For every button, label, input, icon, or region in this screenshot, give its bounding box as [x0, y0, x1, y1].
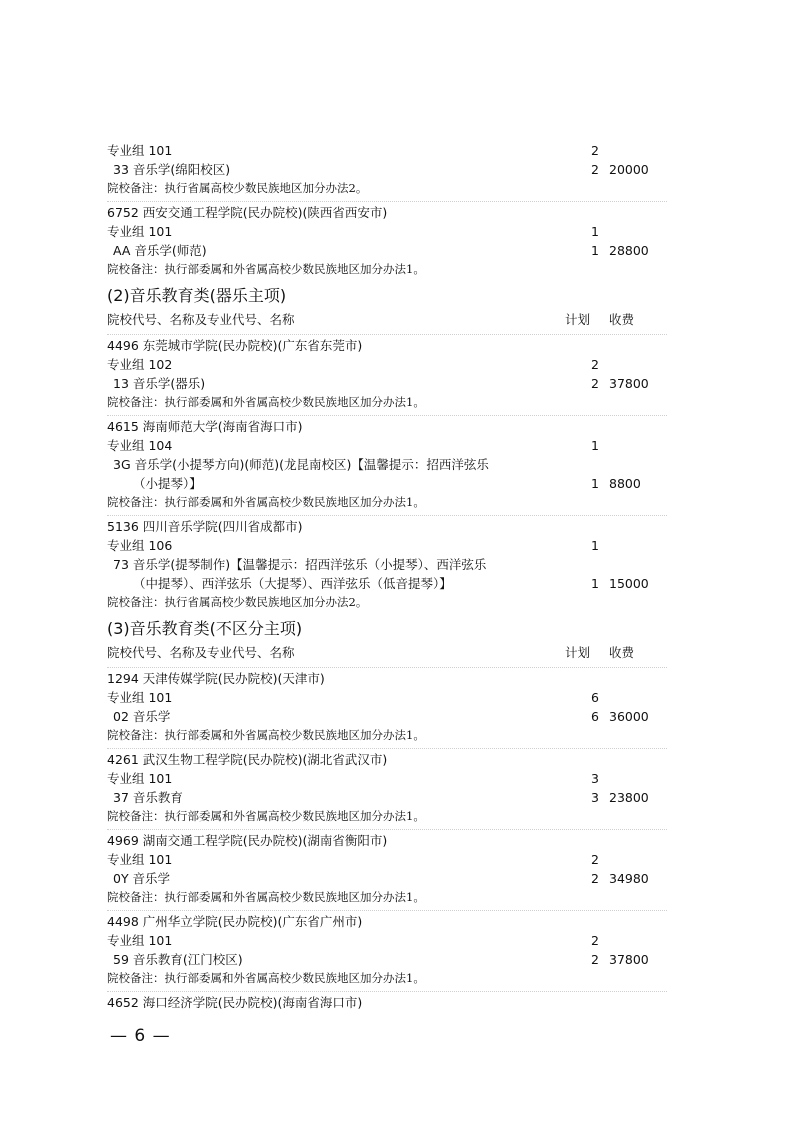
major-plan: 2	[591, 376, 599, 391]
major-label-line2: （小提琴）】	[133, 476, 202, 491]
school-row: 4496 东莞城市学院(民办院校)(广东省东莞市)	[107, 334, 667, 355]
major-fee: 8800	[609, 476, 641, 491]
major-label-line2: （中提琴）、西洋弦乐（大提琴）、西洋弦乐（低音提琴）】	[133, 576, 452, 591]
school-row: 4652 海口经济学院(民办院校)(海南省海口市)	[107, 991, 667, 1012]
major-row	[107, 950, 667, 969]
group-row	[107, 536, 667, 555]
school-row: 4615 海南师范大学(海南省海口市)	[107, 415, 667, 436]
group-label: 专业组 102	[107, 357, 173, 372]
major-label-line1: 73 音乐学(提琴制作)【温馨提示：招西洋弦乐（小提琴）、西洋弦乐	[113, 557, 487, 572]
school-remark: 院校备注：执行省属高校少数民族地区加分办法2。	[107, 595, 368, 609]
major-fee: 37800	[609, 952, 649, 967]
group-plan: 1	[591, 438, 599, 453]
major-plan: 3	[591, 790, 599, 805]
major-label: 37 音乐教育	[113, 790, 183, 805]
group-label: 专业组 101	[107, 852, 173, 867]
major-plan: 1	[591, 476, 599, 491]
school-remark: 院校备注：执行部委属和外省属高校少数民族地区加分办法1。	[107, 890, 425, 904]
major-label-line1: 3G 音乐学(小提琴方向)(师范)(龙昆南校区)【温馨提示：招西洋弦乐	[113, 457, 489, 472]
school-remark: 院校备注：执行部委属和外省属高校少数民族地区加分办法1。	[107, 262, 425, 276]
group-row	[107, 141, 667, 160]
school-row: 4261 武汉生物工程学院(民办院校)(湖北省武汉市)	[107, 748, 667, 769]
group-row	[107, 850, 667, 869]
school-row: 6752 西安交通工程学院(民办院校)(陕西省西安市)	[107, 201, 667, 222]
header-name: 院校代号、名称及专业代号、名称	[107, 645, 295, 660]
major-label: 02 音乐学	[113, 709, 171, 724]
major-row	[107, 788, 667, 807]
header-plan: 计划	[565, 645, 591, 660]
group-plan: 6	[591, 690, 599, 705]
major-plan: 2	[591, 871, 599, 886]
major-label: 33 音乐学(绵阳校区)	[113, 162, 231, 177]
school-remark: 院校备注：执行部委属和外省属高校少数民族地区加分办法1。	[107, 809, 425, 823]
major-row	[107, 707, 667, 726]
school-row: 4969 湖南交通工程学院(民办院校)(湖南省衡阳市)	[107, 829, 667, 850]
major-row	[107, 555, 667, 593]
major-plan: 1	[591, 243, 599, 258]
major-row	[107, 455, 667, 493]
major-fee: 37800	[609, 376, 649, 391]
major-fee: 36000	[609, 709, 649, 724]
table-header	[107, 642, 667, 664]
header-fee: 收费	[609, 645, 635, 660]
major-fee: 28800	[609, 243, 649, 258]
school-row: 1294 天津传媒学院(民办院校)(天津市)	[107, 667, 667, 688]
group-plan: 3	[591, 771, 599, 786]
page-number: — 6 —	[110, 1026, 171, 1046]
major-plan: 2	[591, 162, 599, 177]
group-row	[107, 355, 667, 374]
group-label: 专业组 101	[107, 224, 173, 239]
group-label: 专业组 101	[107, 933, 173, 948]
school-remark: 院校备注：执行部委属和外省属高校少数民族地区加分办法1。	[107, 728, 425, 742]
category-title: (3)音乐教育类(不区分主项)	[107, 619, 303, 638]
major-label	[113, 555, 553, 593]
major-row	[107, 374, 667, 393]
group-plan: 2	[591, 143, 599, 158]
major-label: 59 音乐教育(江门校区)	[113, 952, 243, 967]
group-row	[107, 769, 667, 788]
major-row	[107, 241, 667, 260]
major-plan: 2	[591, 952, 599, 967]
group-row	[107, 931, 667, 950]
major-label: AA 音乐学(师范)	[113, 243, 207, 258]
table-header	[107, 309, 667, 331]
group-label: 专业组 101	[107, 143, 173, 158]
group-label: 专业组 101	[107, 771, 173, 786]
school-remark: 院校备注：执行省属高校少数民族地区加分办法2。	[107, 181, 368, 195]
group-plan: 2	[591, 852, 599, 867]
header-fee: 收费	[609, 312, 635, 327]
major-plan: 6	[591, 709, 599, 724]
major-plan: 1	[591, 576, 599, 591]
school-remark: 院校备注：执行部委属和外省属高校少数民族地区加分办法1。	[107, 395, 425, 409]
enrollment-table	[107, 141, 667, 1012]
group-plan: 1	[591, 538, 599, 553]
major-row	[107, 160, 667, 179]
header-name: 院校代号、名称及专业代号、名称	[107, 312, 295, 327]
major-label: 13 音乐学(器乐)	[113, 376, 206, 391]
school-remark: 院校备注：执行部委属和外省属高校少数民族地区加分办法1。	[107, 971, 425, 985]
major-fee: 23800	[609, 790, 649, 805]
school-row: 5136 四川音乐学院(四川省成都市)	[107, 515, 667, 536]
major-fee: 20000	[609, 162, 649, 177]
major-label: 0Y 音乐学	[113, 871, 171, 886]
group-label: 专业组 104	[107, 438, 173, 453]
major-row	[107, 869, 667, 888]
group-plan: 2	[591, 933, 599, 948]
major-label	[113, 455, 553, 493]
group-label: 专业组 106	[107, 538, 173, 553]
group-plan: 2	[591, 357, 599, 372]
group-row	[107, 436, 667, 455]
group-plan: 1	[591, 224, 599, 239]
group-row	[107, 688, 667, 707]
category-title: (2)音乐教育类(器乐主项)	[107, 286, 287, 305]
major-fee: 15000	[609, 576, 649, 591]
school-remark: 院校备注：执行部委属和外省属高校少数民族地区加分办法1。	[107, 495, 425, 509]
major-fee: 34980	[609, 871, 649, 886]
group-row	[107, 222, 667, 241]
school-row: 4498 广州华立学院(民办院校)(广东省广州市)	[107, 910, 667, 931]
group-label: 专业组 101	[107, 690, 173, 705]
header-plan: 计划	[565, 312, 591, 327]
